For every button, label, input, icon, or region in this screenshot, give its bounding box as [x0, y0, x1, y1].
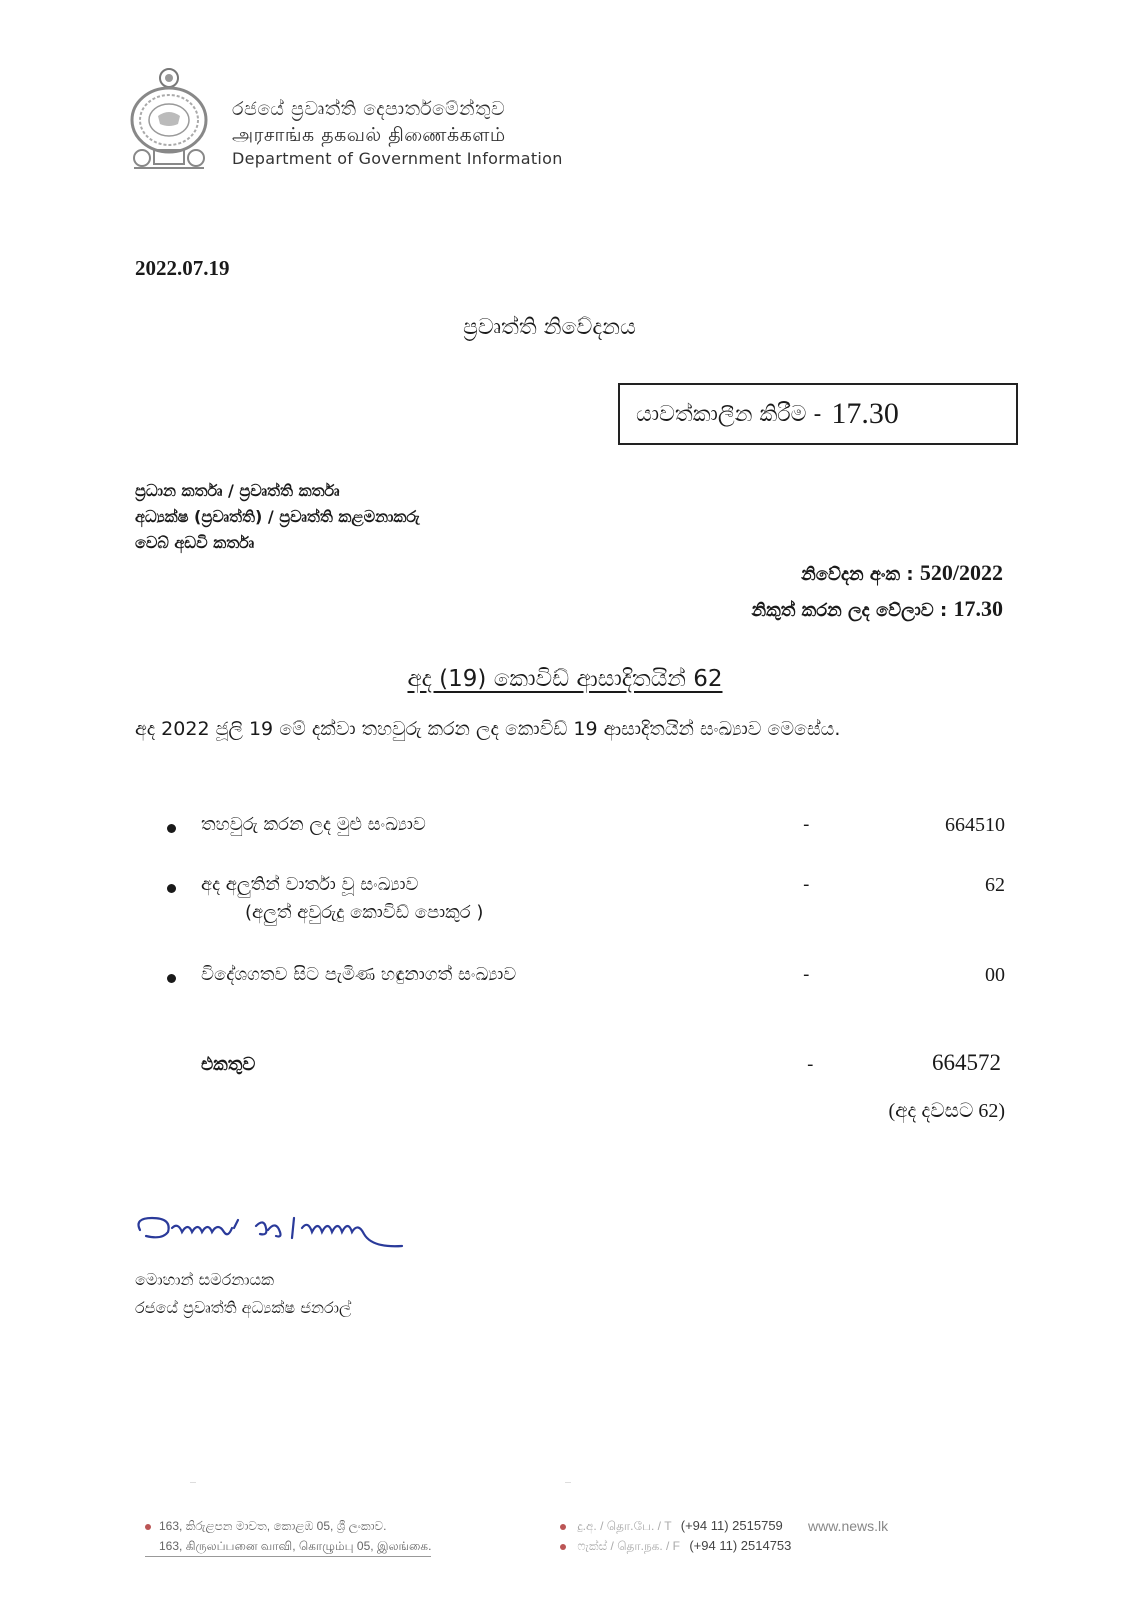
footer-address — [145, 1516, 431, 1557]
stat-value: 664510 — [945, 814, 1005, 836]
total-dash: - — [807, 1054, 814, 1075]
embargo-time: 17.30 — [831, 397, 899, 430]
fax-line — [560, 1536, 791, 1556]
stat-dash: - — [803, 964, 810, 985]
phone-label: දු.අ. / தொ.பே. / T — [577, 1519, 672, 1533]
recipient-line: වෙබ් අඩවි කර්තෘ — [135, 533, 255, 552]
footer-divider — [190, 1482, 196, 1483]
stat-label: තහවුරු කරන ලද මුළු සංඛ්‍යාව — [201, 814, 426, 835]
total-label: එකතුව — [201, 1054, 256, 1075]
signatory-title: රජයේ ප්‍රවෘත්ති අධ්‍යක්ෂ ජනරාල් — [135, 1298, 352, 1317]
signatory-name: මොහාන් සමරනායක — [135, 1270, 275, 1289]
issue-time-line — [751, 592, 1003, 628]
letterhead — [232, 96, 563, 170]
total-note: (අද දවසට 62) — [888, 1100, 1005, 1122]
phone-number: (+94 11) 2515759 — [680, 1518, 783, 1533]
stat-label: අද අලුතින් වාර්තා වූ සංඛ්‍යාව — [201, 874, 419, 895]
stat-value: 62 — [985, 874, 1005, 896]
headline-text: අද (19) කොවිඩ් ආසාදිතයින් 62 — [407, 666, 723, 692]
stat-sublabel: (අලුත් අවුරුදු කොවිඩ් පොකුර ) — [245, 902, 484, 923]
fax-label: ෆැක්ස් / தொ.நக. / F — [577, 1539, 680, 1553]
release-number-line — [751, 556, 1003, 592]
list-item — [165, 812, 1005, 842]
signature-icon — [132, 1208, 422, 1268]
address-sinhala-line — [145, 1516, 431, 1536]
intro-paragraph: අද 2022 ජූලි 19 මේ දක්වා තහවුරු කරන ලද කොවිඩ් 19 ආසාදිතයින් සංඛ්‍යාව මෙසේය. — [135, 718, 841, 740]
stat-label: විදේශගතව සිට පැමිණ හඳුනාගත් සංඛ්‍යාව — [201, 964, 517, 985]
total-value: 664572 — [932, 1050, 1001, 1075]
bullet-icon — [167, 974, 176, 983]
footer-contacts — [560, 1516, 791, 1556]
national-emblem-icon — [128, 64, 210, 172]
fax-number: (+94 11) 2514753 — [689, 1538, 792, 1553]
release-number-label: නිවේදන අංක : — [801, 564, 914, 585]
list-item — [165, 962, 1005, 992]
total-row — [165, 1050, 1005, 1122]
recipient-line: අධ්‍යක්ෂ (ප්‍රවෘත්ති) / ප්‍රවෘත්ති කළමනාකරු — [135, 507, 420, 526]
stats-list — [165, 812, 1005, 1122]
release-date: 2022.07.19 — [135, 256, 230, 280]
document-title: ප්‍රවෘත්ති නිවේදනය — [463, 315, 636, 340]
stat-value: 00 — [985, 964, 1005, 986]
address-sinhala: 163, කිරුළපන මාවත, කොළඹ 05, ශ්‍රී ලංකාව. — [159, 1519, 387, 1533]
bullet-icon — [145, 1524, 151, 1530]
bullet-icon — [167, 824, 176, 833]
stat-dash: - — [803, 814, 810, 835]
department-name-english: Department of Government Information — [232, 149, 563, 168]
headline — [0, 666, 1130, 692]
reference-block — [751, 556, 1003, 628]
release-number: 520/2022 — [919, 560, 1003, 585]
address-tamil: 163, கிருலப்பனை வாவி, கொழும்பு 05, இலங்கை. — [145, 1536, 431, 1557]
embargo-box — [618, 383, 1018, 445]
footer-divider — [565, 1482, 571, 1483]
department-name-tamil: அரசாங்க தகவல் திணைக்களம் — [232, 124, 506, 146]
list-item — [165, 872, 1005, 923]
issue-time: 17.30 — [953, 596, 1003, 621]
issue-time-label: නිකුත් කරන ලද වේලාව : — [751, 600, 948, 621]
bullet-icon — [560, 1524, 566, 1530]
recipients-list — [135, 478, 420, 556]
embargo-label: යාවත්කාලීන කිරීම - — [636, 401, 822, 427]
bullet-icon — [167, 884, 176, 893]
phone-line — [560, 1516, 791, 1536]
recipient-line: ප්‍රධාන කර්තෘ / ප්‍රවෘත්ති කර්තෘ — [135, 481, 340, 500]
signatory-block — [135, 1266, 351, 1322]
website-link[interactable]: www.news.lk — [808, 1518, 889, 1534]
bullet-icon — [560, 1544, 566, 1550]
stat-dash: - — [803, 874, 810, 895]
department-name-sinhala: රජයේ ප්‍රවෘත්ති දෙපාර්තමේන්තුව — [232, 98, 506, 120]
